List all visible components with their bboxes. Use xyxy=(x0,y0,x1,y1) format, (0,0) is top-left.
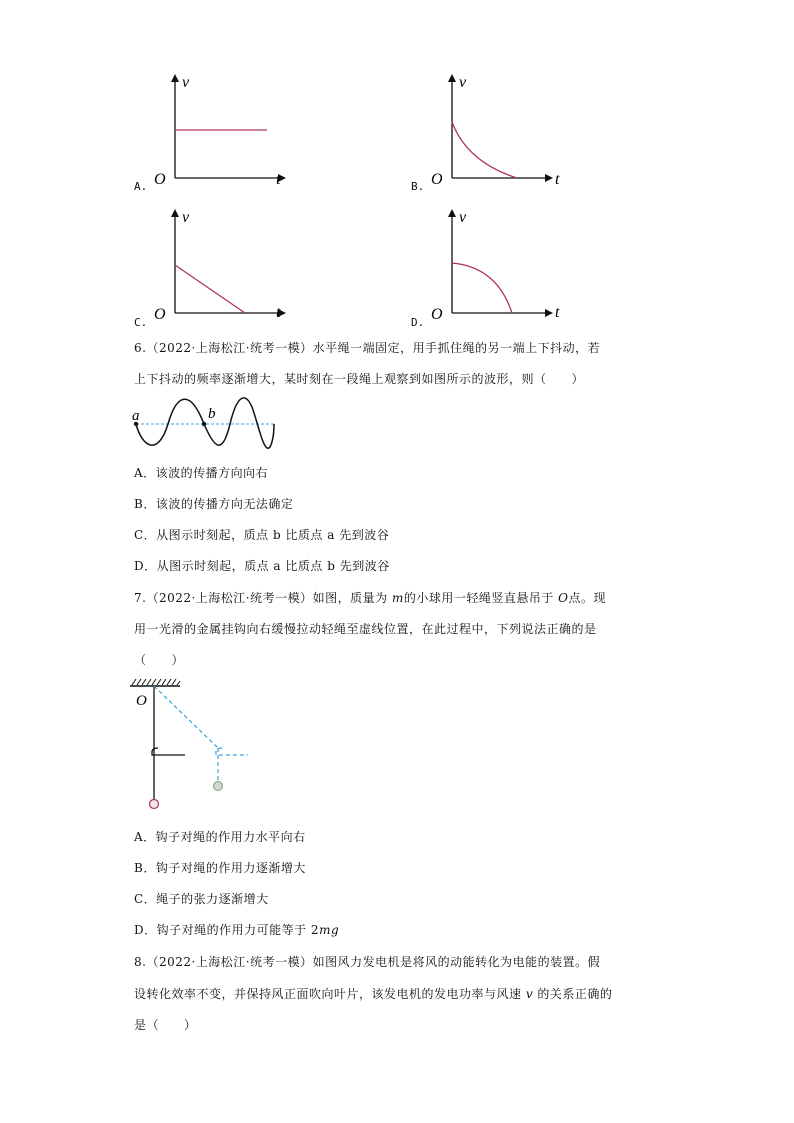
q7-stem-text-3: 点。现 xyxy=(568,591,607,605)
q8-stem-line-2 xyxy=(134,985,612,1002)
q7-dashed-string-1 xyxy=(154,686,218,748)
graph-a-v-label: v xyxy=(182,74,190,91)
q6-wave-figure xyxy=(130,395,290,460)
graph-c-t-label: t xyxy=(276,304,281,321)
q7-stem-line-1 xyxy=(134,589,606,606)
q7-stem-line-3: （ ） xyxy=(134,653,185,667)
q7-option-d-mg: mg xyxy=(319,923,340,937)
q7-ball xyxy=(150,800,159,809)
graph-c-label: C. xyxy=(134,316,148,329)
graph-b-label: B. xyxy=(411,180,425,193)
graph-a xyxy=(150,70,290,190)
graph-b xyxy=(427,70,567,190)
q7-option-c: C．绳子的张力逐渐增大 xyxy=(134,892,269,906)
graph-b-t-label: t xyxy=(555,171,560,188)
q6-label-b: b xyxy=(208,406,216,422)
graph-d-label: D. xyxy=(411,316,425,329)
graph-c-origin: O xyxy=(154,306,166,323)
graph-b-origin: O xyxy=(431,171,443,188)
graph-d xyxy=(427,205,567,325)
graph-d-origin: O xyxy=(431,306,443,323)
q7-option-a: A．钩子对绳的作用力水平向右 xyxy=(134,830,306,844)
graph-a-label: A. xyxy=(134,180,148,193)
q8-stem-text-1: 设转化效率不变，并保持风正面吹向叶片，该发电机的发电功率与风速 xyxy=(134,987,526,1001)
q8-stem-line-3: 是（ ） xyxy=(134,1018,197,1032)
graph-c-v-label: v xyxy=(182,209,190,226)
graph-b-v-label: v xyxy=(459,74,467,91)
graph-b-curve xyxy=(452,122,517,178)
q7-dashed-ball xyxy=(214,782,223,791)
q5-option-graphs xyxy=(0,0,794,340)
q7-stem-o: O xyxy=(558,591,569,605)
q7-stem-text-2: 的小球用一轻绳竖直悬吊于 xyxy=(403,591,559,605)
q7-stem-m: m xyxy=(391,591,404,605)
q7-hook xyxy=(152,748,185,755)
q8-stem-line-1: 8.（2022·上海松江·统考一模）如图风力发电机是将风的动能转化为电能的装置。假 xyxy=(134,955,601,969)
q7-stem-line-2: 用一光滑的金属挂钩向右缓慢拉动轻绳至虚线位置，在此过程中，下列说法正确的是 xyxy=(134,622,597,636)
q8-stem-v: v xyxy=(525,987,534,1001)
q6-label-a: a xyxy=(132,408,140,424)
q8-stem-text-2: 的关系正确的 xyxy=(533,987,613,1001)
graph-c-curve xyxy=(175,265,245,313)
q7-option-b: B．钩子对绳的作用力逐渐增大 xyxy=(134,861,306,875)
q7-dashed-hook xyxy=(216,748,248,755)
graph-d-v-label: v xyxy=(459,209,467,226)
q6-option-c: C．从图示时刻起，质点 b 比质点 a 先到波谷 xyxy=(134,528,390,542)
q6-option-b: B．该波的传播方向无法确定 xyxy=(134,497,294,511)
q6-stem-line-2: 上下抖动的频率逐渐增大，某时刻在一段绳上观察到如图所示的波形，则（ ） xyxy=(134,372,585,386)
q6-point-b xyxy=(202,422,206,426)
graph-a-t-label: t xyxy=(276,171,281,188)
q7-hook-figure xyxy=(130,678,255,813)
q7-stem-text-1: 7.（2022·上海松江·统考一模）如图，质量为 xyxy=(134,591,392,605)
graph-c xyxy=(150,205,290,325)
q7-option-d xyxy=(134,921,339,938)
graph-d-t-label: t xyxy=(555,304,560,321)
q7-label-o: O xyxy=(136,693,147,709)
q6-option-a: A．该波的传播方向向右 xyxy=(134,466,269,480)
q6-stem-line-1: 6.（2022·上海松江·统考一模）水平绳一端固定，用手抓住绳的另一端上下抖动，若 xyxy=(134,341,601,355)
graph-a-origin: O xyxy=(154,171,166,188)
q7-option-d-text: D．钩子对绳的作用力可能等于 2 xyxy=(134,923,320,937)
graph-d-curve xyxy=(452,263,512,313)
q6-option-d: D．从图示时刻起，质点 a 比质点 b 先到波谷 xyxy=(134,559,390,573)
